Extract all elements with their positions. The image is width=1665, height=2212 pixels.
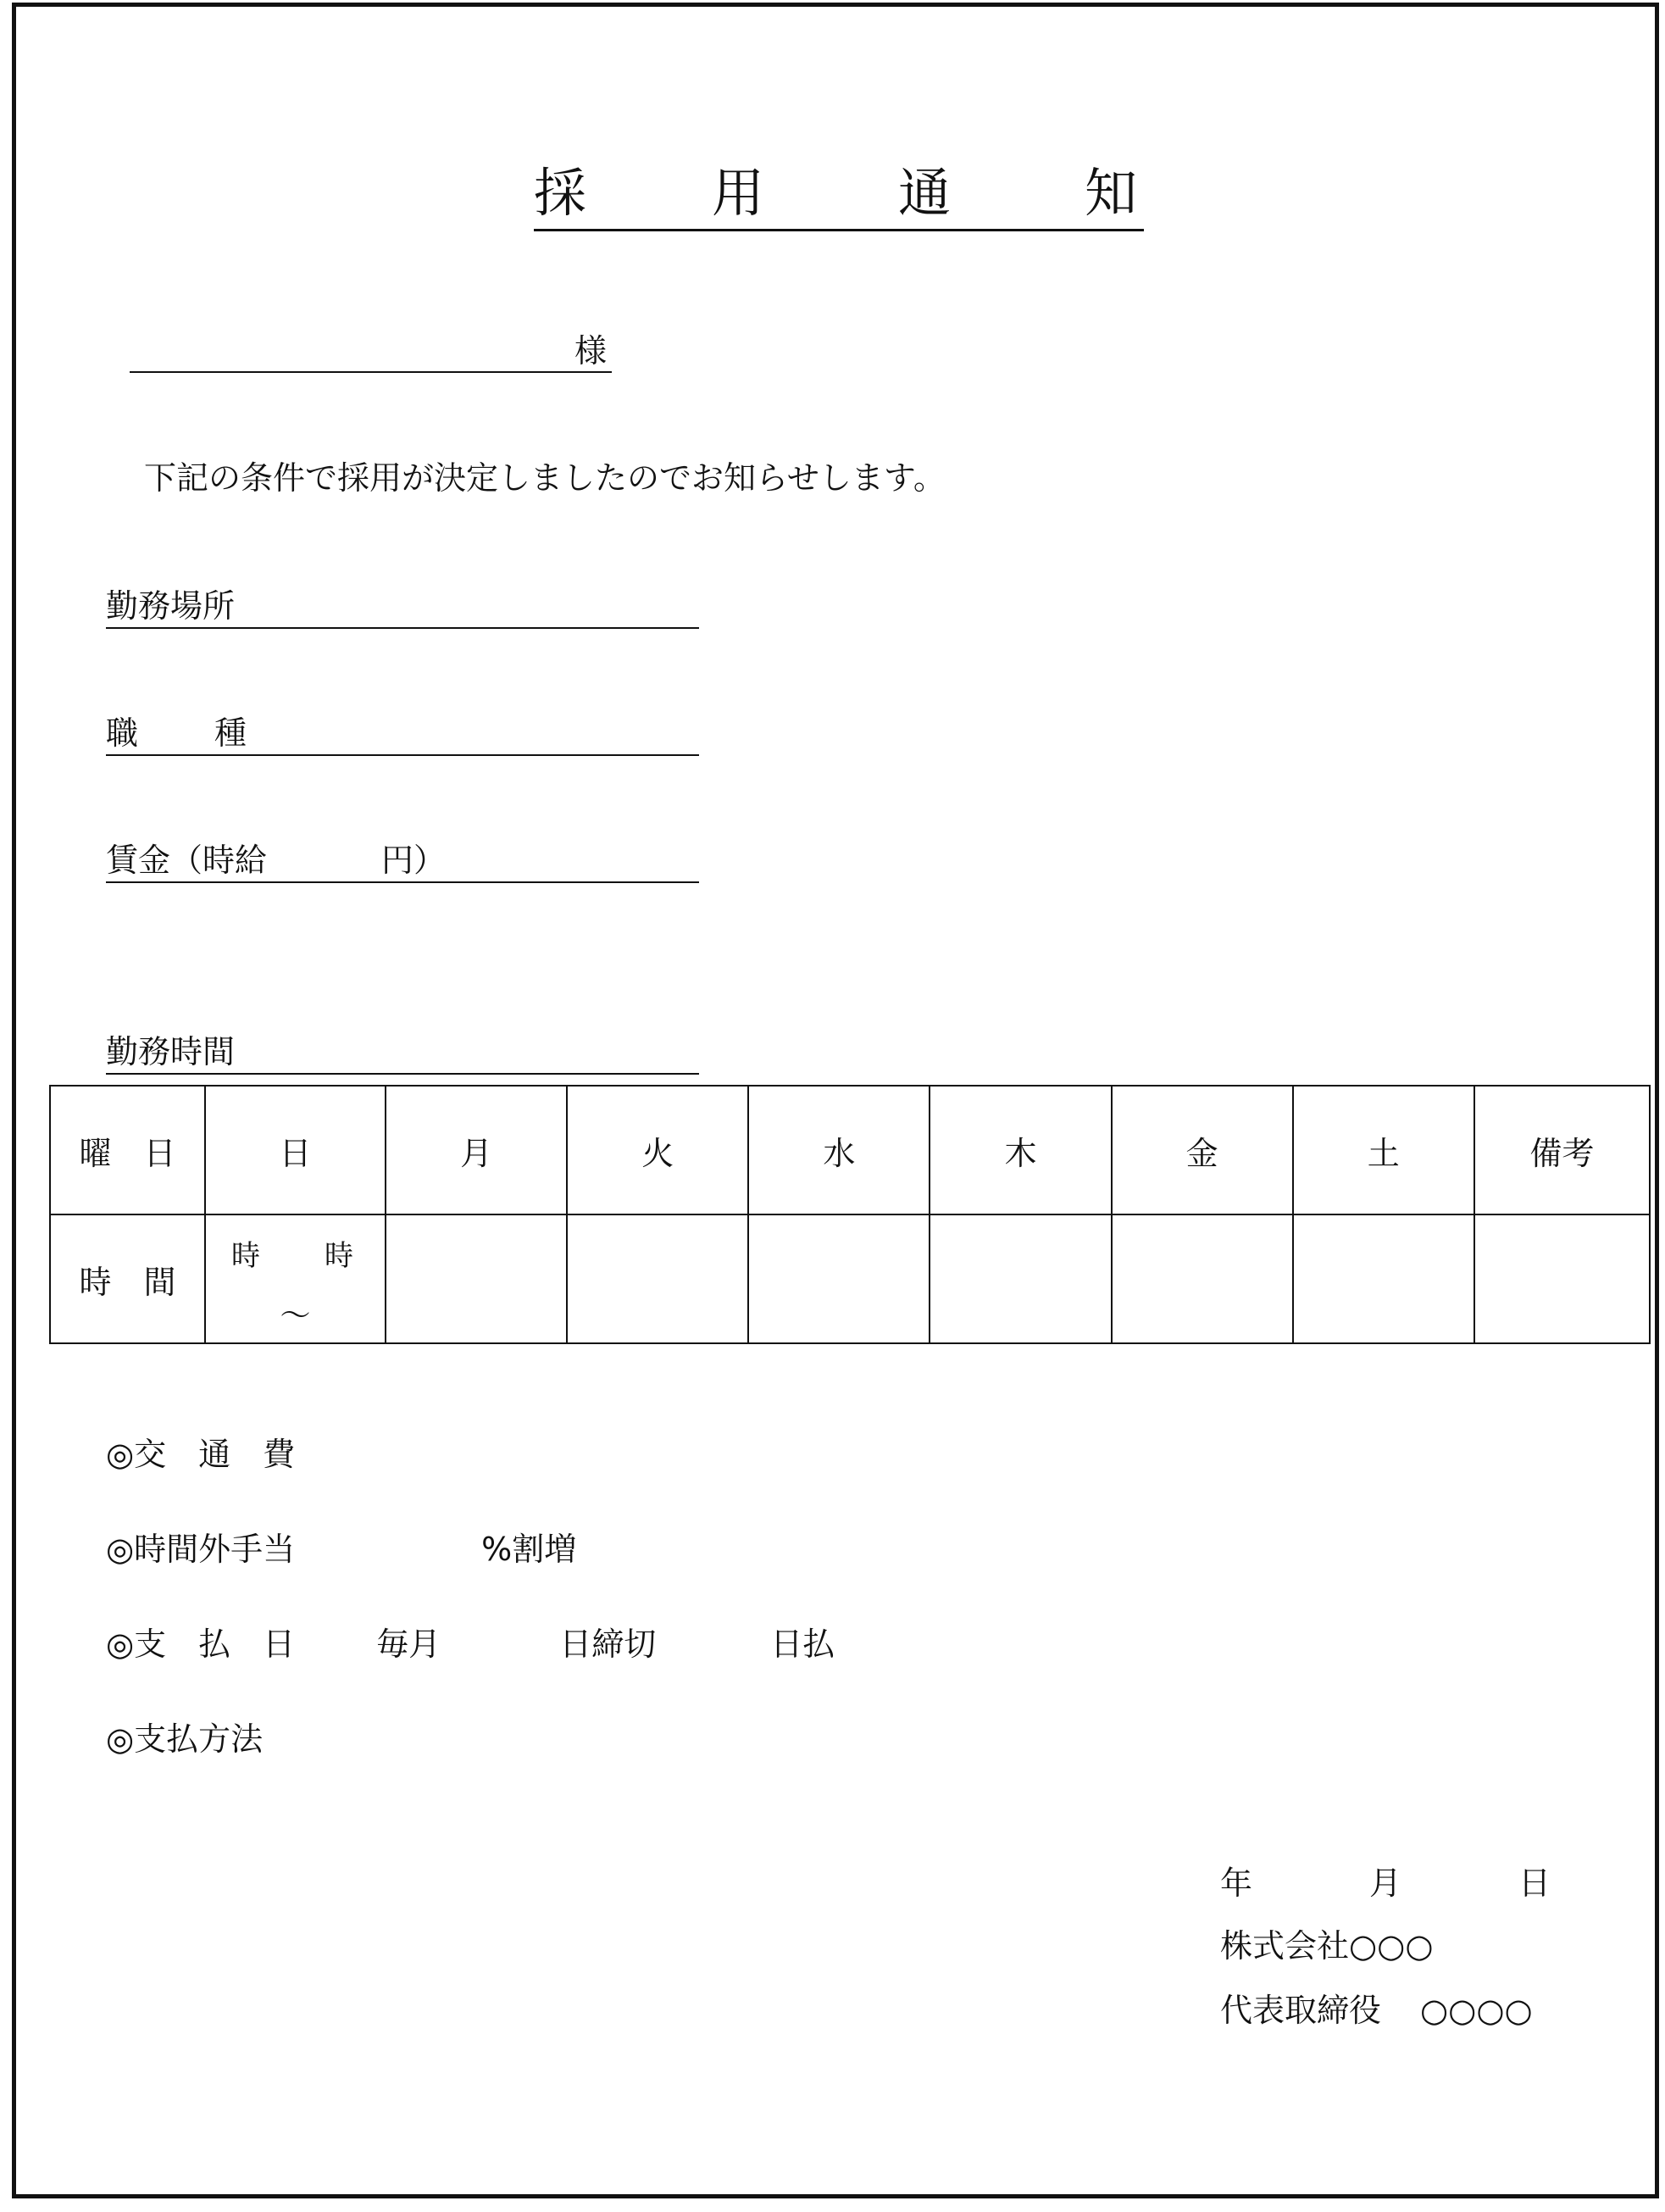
overtime-item: [106, 1529, 576, 1570]
payday-item: [106, 1624, 835, 1665]
date-year-label: 年: [1220, 1865, 1253, 1902]
time-cell-sun[interactable]: [205, 1214, 386, 1343]
time-cell-sat[interactable]: [1293, 1214, 1474, 1343]
day-header-wed: 水: [748, 1086, 930, 1214]
day-header-tue: 火: [567, 1086, 748, 1214]
title-char: 知: [1085, 162, 1138, 224]
table-row: [50, 1086, 1650, 1214]
work-hours-field[interactable]: [106, 1032, 699, 1075]
wage-label-suffix: 円）: [381, 842, 447, 879]
day-header-sat: 土: [1293, 1086, 1474, 1214]
workplace-field[interactable]: [106, 586, 699, 629]
representative-title: 代表取締役: [1220, 1992, 1382, 2029]
day-header-thu: 木: [930, 1086, 1111, 1214]
title-char: 用: [712, 162, 765, 224]
time-separator: ～: [280, 1298, 311, 1333]
time-cell-thu[interactable]: [930, 1214, 1111, 1343]
wage-field[interactable]: [106, 841, 699, 883]
time-header-cell: 時 間: [50, 1214, 205, 1343]
work-hours-label: 勤務時間: [106, 1033, 236, 1070]
time-from-label: 時: [230, 1239, 260, 1273]
job-type-label-a: 職: [106, 714, 139, 752]
payday-monthly: 毎月: [376, 1626, 441, 1663]
job-type-label-b: 種: [214, 714, 247, 752]
job-type-field[interactable]: [106, 714, 699, 756]
payday-pay: 日払: [770, 1626, 835, 1663]
date-day-label: 日: [1518, 1865, 1551, 1902]
remarks-header: 備考: [1474, 1086, 1650, 1214]
title-char: 採: [534, 162, 587, 224]
time-cell-tue[interactable]: [567, 1214, 748, 1343]
date-month-label: 月: [1369, 1865, 1402, 1902]
representative-line: [1220, 1990, 1533, 2031]
work-schedule-table: [49, 1085, 1651, 1344]
time-cell-wed[interactable]: [748, 1214, 930, 1343]
time-cell-fri[interactable]: [1112, 1214, 1293, 1343]
day-header-mon: 月: [386, 1086, 567, 1214]
title-char: 通: [898, 162, 952, 224]
table-row: [50, 1214, 1650, 1343]
overtime-suffix: %割増: [481, 1531, 577, 1568]
day-header-fri: 金: [1112, 1086, 1293, 1214]
payment-method-item: ◎支払方法: [106, 1720, 264, 1758]
day-header-sun: 日: [205, 1086, 386, 1214]
transport-cost-item: ◎交 通 費: [106, 1436, 296, 1473]
payday-label: ◎支 払 日: [106, 1626, 296, 1663]
time-to-label: 時: [324, 1239, 353, 1273]
intro-text: 下記の条件で採用が決定しましたのでお知らせします。: [144, 459, 946, 497]
payday-cutoff: 日締切: [559, 1626, 657, 1663]
overtime-label: ◎時間外手当: [106, 1531, 296, 1568]
weekday-header-cell: 曜 日: [50, 1086, 205, 1214]
document-title: [534, 161, 1144, 231]
addressee-suffix: 様: [574, 332, 608, 370]
time-cell-mon[interactable]: [386, 1214, 567, 1343]
representative-name: ○○○○: [1420, 1992, 1533, 2029]
date-line: [1220, 1863, 1551, 1904]
remarks-cell[interactable]: [1474, 1214, 1650, 1343]
workplace-label: 勤務場所: [106, 587, 236, 625]
addressee-name-field[interactable]: [130, 371, 612, 373]
company-name: 株式会社○○○: [1220, 1927, 1434, 1965]
wage-label-prefix: 賃金（時給: [106, 842, 268, 879]
